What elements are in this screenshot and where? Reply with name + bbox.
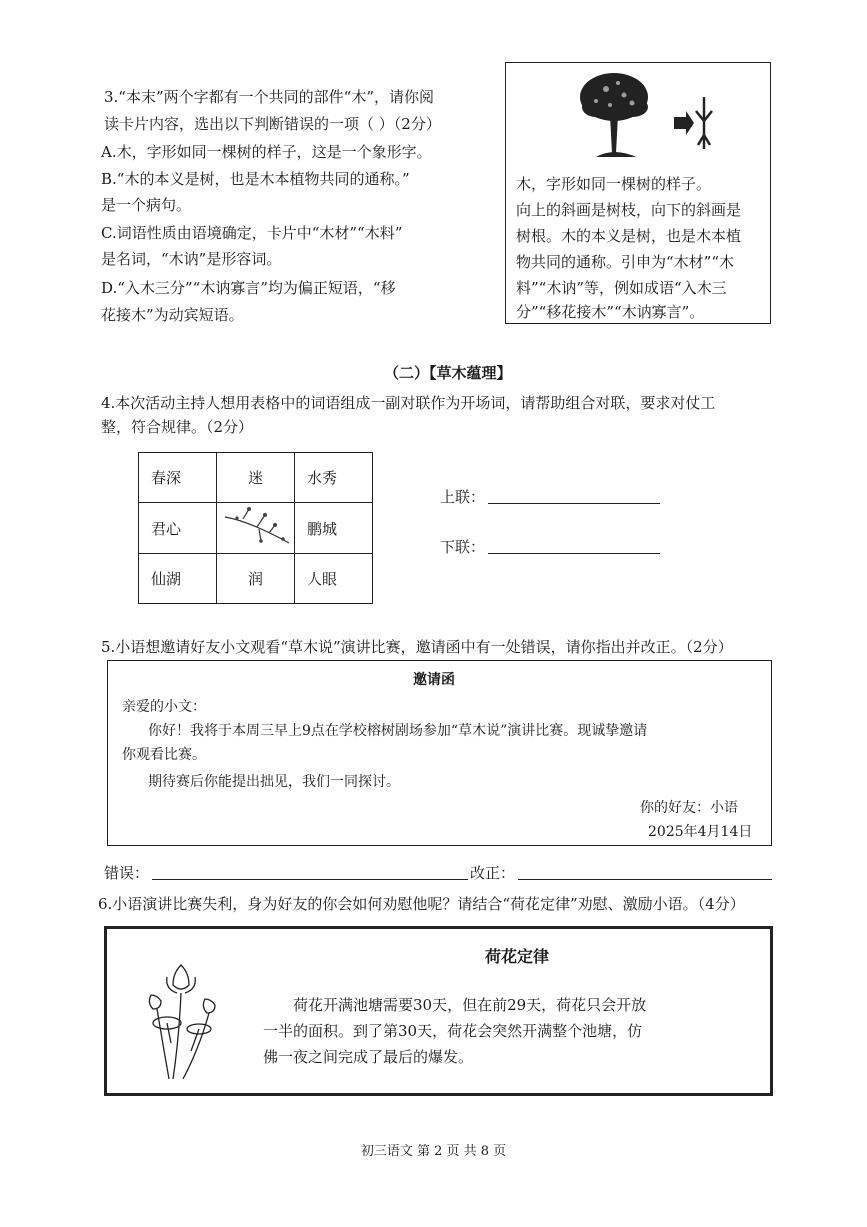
grid-cell: 仙湖 [139, 554, 217, 604]
lower-couplet-answer-line[interactable] [488, 553, 660, 554]
invite-body-3: 期待赛后你能提出拙见，我们一同探讨。 [148, 774, 400, 790]
invite-salutation: 亲爱的小文： [122, 699, 206, 715]
q4-line-2: 整，符合规律。（2分） [101, 418, 254, 436]
card-line-5: 料”“木讷”等，例如成语“入木三 [516, 279, 727, 297]
q3-line-2: 读卡片内容，选出以下判断错误的一项（ ）（2分） [104, 115, 441, 133]
invite-signature: 你的好友：小语 [640, 800, 738, 816]
grid-cell: 人眼 [295, 554, 373, 604]
error-label: 错误： [104, 864, 150, 882]
tree-illustration-icon [566, 67, 716, 167]
grid-cell: 迷 [217, 453, 295, 503]
couplet-word-grid [138, 452, 373, 604]
invite-date: 2025年4月14日 [648, 824, 753, 840]
section-title: （二）【草木蕴理】 [384, 364, 512, 382]
lower-couplet-label: 下联： [440, 538, 486, 556]
grid-cell-plum-branch [217, 503, 295, 554]
plum-branch-icon [219, 503, 293, 549]
card-line-1: 木，字形如同一棵树的样子。 [516, 175, 712, 193]
invitation-letter [107, 660, 772, 846]
grid-cell: 鹏城 [295, 503, 373, 554]
lotus-line-2: 一半的面积。到了第30天，荷花会突然开满整个池塘，仿 [263, 1022, 643, 1040]
invite-title: 邀请函 [413, 672, 455, 688]
grid-cell: 润 [217, 554, 295, 604]
q3-line-1: 3.“本末”两个字都有一个共同的部件“木”，请你阅 [104, 88, 434, 106]
q3-option-c: C.词语性质由语境确定，卡片中“木材”“木料” [101, 224, 403, 242]
fix-answer-line[interactable] [518, 879, 772, 880]
page-footer: 初三语文 第 2 页 共 8 页 [360, 1144, 507, 1159]
q6-question: 6.小语演讲比赛失利，身为好友的你会如何劝慰他呢？请结合“荷花定律”劝慰、激励小语。（4分） [98, 895, 745, 913]
grid-cell: 春深 [139, 453, 217, 503]
lotus-law-box [104, 926, 773, 1096]
q5-question: 5.小语想邀请好友小文观看“草木说”演讲比赛，邀请函中有一处错误，请你指出并改正。（2分） [101, 638, 733, 656]
q3-option-d: D.“入木三分”“木讷寡言”均为偏正短语，“移 [101, 279, 396, 297]
q3-option-c-cont: 是名词，“木讷”是形容词。 [101, 250, 282, 268]
invite-body-1: 你好！我将于本周三早上9点在学校榕树剧场参加“草木说”演讲比赛。现诚挚邀请 [148, 723, 648, 739]
invite-body-2: 你观看比赛。 [122, 747, 206, 763]
q3-option-b: B.“木的本义是树，也是木本植物共同的通称。” [101, 170, 410, 188]
fix-label: 改正： [470, 864, 516, 882]
card-line-3: 树根。木的本义是树，也是木本植 [516, 227, 742, 245]
q3-option-d-cont: 花接木”为动宾短语。 [101, 306, 244, 324]
error-answer-line[interactable] [152, 879, 468, 880]
card-line-4: 物共同的通称。引申为“木材”“木 [516, 253, 735, 271]
card-line-2: 向上的斜画是树枝，向下的斜画是 [516, 201, 742, 219]
lotus-flower-icon [137, 959, 227, 1083]
upper-couplet-label: 上联： [440, 488, 486, 506]
lotus-box-title: 荷花定律 [485, 947, 550, 966]
grid-cell: 水秀 [295, 453, 373, 503]
q4-line-1: 4.本次活动主持人想用表格中的词语组成一副对联作为开场词，请帮助组合对联，要求对仗工 [101, 394, 716, 412]
lotus-line-3: 佛一夜之间完成了最后的爆发。 [263, 1048, 474, 1066]
wood-character-card [505, 62, 771, 324]
upper-couplet-answer-line[interactable] [488, 503, 660, 504]
card-line-6: 分”“移花接木”“木讷寡言”。 [516, 303, 705, 321]
q3-option-b-cont: 是一个病句。 [101, 196, 192, 214]
q3-option-a: A.木，字形如同一棵树的样子，这是一个象形字。 [101, 143, 432, 161]
grid-cell: 君心 [139, 503, 217, 554]
lotus-line-1: 荷花开满池塘需要30天，但在前29天，荷花只会开放 [293, 996, 647, 1014]
